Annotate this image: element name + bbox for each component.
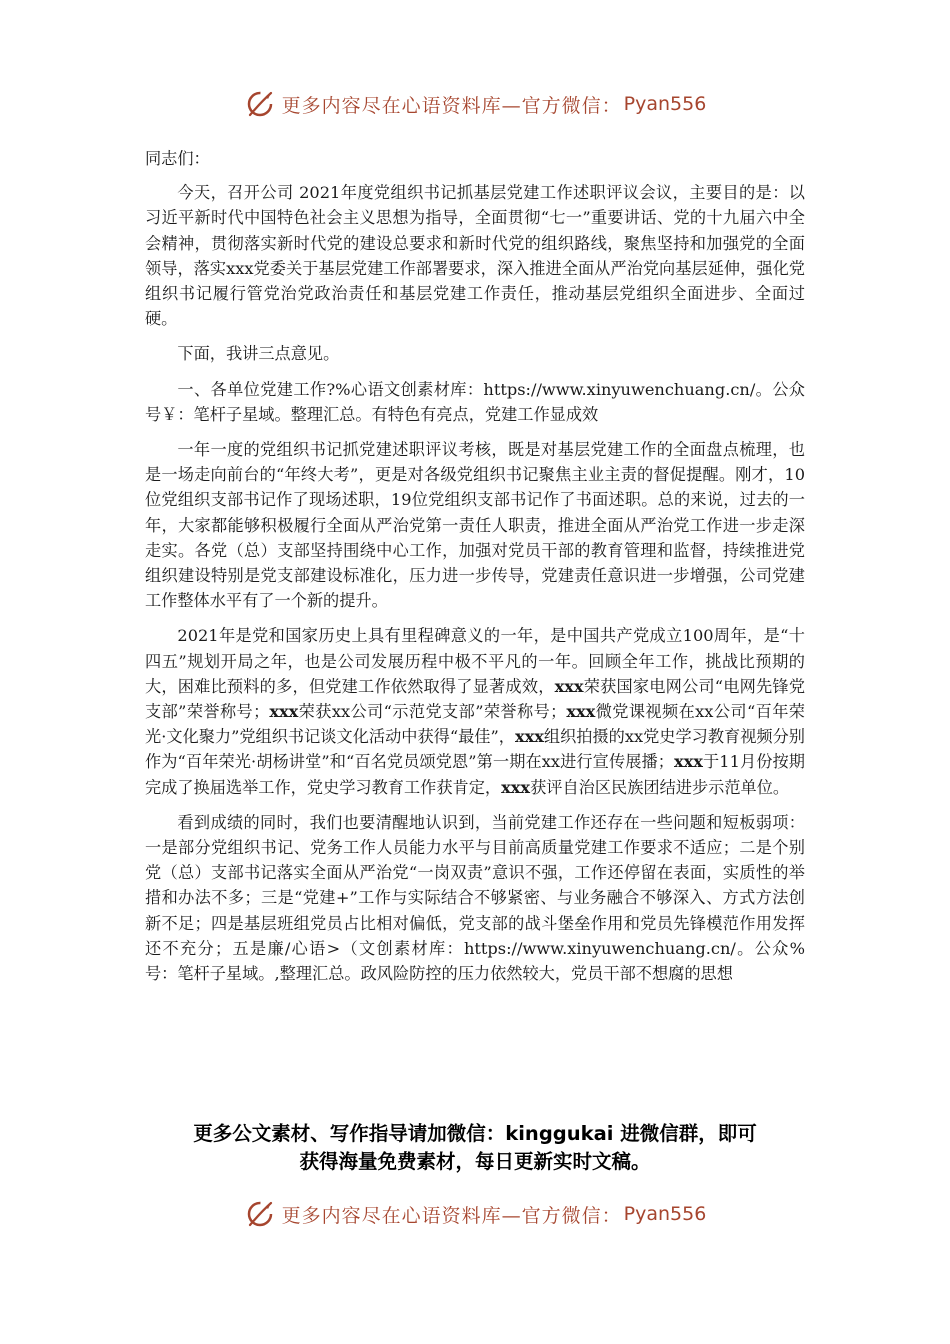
paragraph-achievements [145,623,805,799]
promo-banner [130,1120,820,1176]
unit-name: xxx [269,702,299,722]
watermark-header [0,84,950,124]
document-body [145,146,805,996]
section-heading-1: 一、各单位党建工作?%心语文创素材库：https://www.xinyuwenchuang.cn/。公众号￥：笔杆子星域。整理汇总。有特色有亮点，党建工作显成效 [145,379,805,424]
achievement-text: 组织拍摄的xx党史学习教育视频分别作为“百年荣光·胡杨讲堂”和“百名党员颂党恩”第一期在xx进行宣传展播； [145,727,805,772]
unit-name: xxx [554,676,584,696]
unit-name: xxx [501,777,531,797]
watermark-footer [0,1194,950,1234]
promo-line-2: 获得海量免费素材，每日更新实时文稿。 [299,1150,651,1173]
achievement-text: 荣获国家电网公司“电网先锋党支部”荣誉称号； [145,676,806,722]
achievements-intro: 2021年是党和国家历史上具有里程碑意义的一年，是中国共产党成立100周年，是“十四五”规划开局之年，也是公司发展历程中极不平凡的一年。回顾全年工作，挑战比预期的大，困难比预料的多，但党建工作依然取得了显著成效， [145,626,805,696]
achievement-text: 荣获xx公司“示范党支部”荣誉称号； [298,702,567,722]
brush-logo-icon [244,88,276,120]
unit-name: xxx [673,752,703,772]
unit-name: xxx [514,727,544,747]
watermark-text: 更多内容尽在心语资料库—官方微信： [281,94,622,117]
achievement-text: 微党课视频在xx公司“百年荣光·文化聚力”党组织书记谈文化活动中获得“最佳”， [145,702,805,747]
achievement-text: 获评自治区民族团结进步示范单位。 [530,777,790,797]
unit-name: xxx [566,702,596,722]
paragraph-review: 一年一度的党组织书记抓党建述职评议考核，既是对基层党建工作的全面盘点梳理，也是一场走向前台的“年终大考”，更是对各级党组织书记聚焦主业主责的督促提醒。刚才，10位党组织支部书记作了现场述职，19位党组织支部书记作了书面述职。总的来说，过去的一年，大家都能够积极履行全面从严治党第一责任人职责，推进全面从严治党工作进一步走深走实。各党（总）支部坚持围绕中心工作，加强对党员干部的教育管理和监督，持续推进党组织建设特别是党支部建设标准化，压力进一步传导，党建责任意识进一步增强，公司党建工作整体水平有了一个新的提升。 [145,440,805,611]
salutation: 同志们： [145,149,210,168]
watermark-wechat-id: Pyan556 [623,1203,707,1225]
paragraph-problems: 看到成绩的同时，我们也要清醒地认识到，当前党建工作还存在一些问题和短板弱项：一是部分党组织书记、党务工作人员能力水平与目前高质量党建工作要求不适应；二是个别党（总）支部书记落实全面从严治党“一岗双责”意识不强，工作还停留在表面，实质性的举措和办法不多；三是“党建+”工作与实际结合不够紧密、与业务融合不够深入、方式方法创新不足；四是基层班组党员占比相对偏低，党支部的战斗堡垒作用和党员先锋模范作用发挥还不充分；五是廉/心语>（文创素材库：https://www.xinyuwenchuang.cn/。公众%号：笔杆子星域。,整理汇总。政风险防控的压力依然较大，党员干部不想腐的思想 [145,812,805,984]
promo-line-1: 更多公文素材、写作指导请加微信：kinggukai 进微信群，即可 [193,1122,757,1145]
watermark-text: 更多内容尽在心语资料库—官方微信： [281,1204,622,1227]
paragraph-opening: 今天，召开公司 2021年度党组织书记抓基层党建工作述职评议会议，主要目的是：以习近平新时代中国特色社会主义思想为指导，全面贯彻“七一”重要讲话、党的十九届六中全会精神，贯彻落实新时代党的建设总要求和新时代党的组织路线，聚焦坚持和加强党的全面领导，落实xxx党委关于基层党建工作部署要求，深入推进全面从严治党向基层延伸，强化党组织书记履行管党治党政治责任和基层党建工作责任，推动基层党组织全面进步、全面过硬。 [145,183,805,329]
achievement-text: 于11月份按期完成了换届选举工作，党史学习教育工作获肯定， [145,752,805,797]
brush-logo-icon [244,1198,276,1230]
paragraph-intro-points: 下面，我讲三点意见。 [177,344,340,364]
watermark-wechat-id: Pyan556 [623,93,707,115]
